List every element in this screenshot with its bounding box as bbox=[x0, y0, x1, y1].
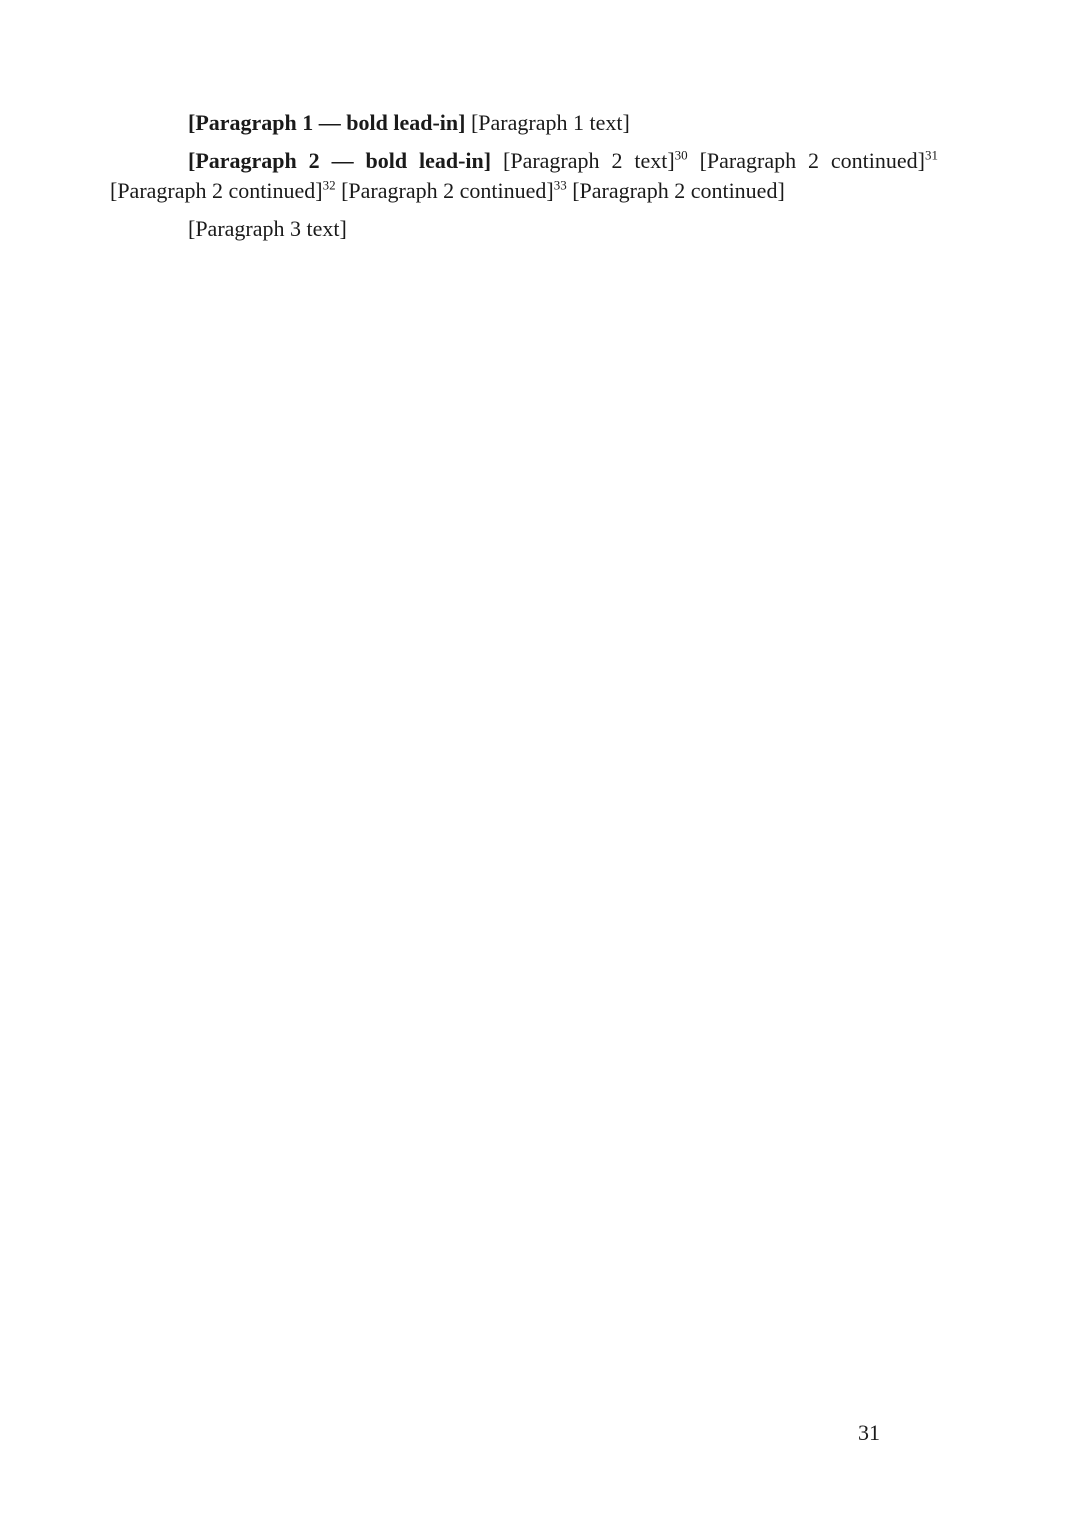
paragraph bbox=[110, 146, 938, 206]
paragraph-lead-in: [Paragraph 1 — bold lead-in] bbox=[188, 110, 466, 135]
body-text bbox=[110, 108, 938, 252]
footnote-reference: 33 bbox=[553, 177, 567, 193]
paragraph bbox=[110, 214, 938, 244]
paragraph-text: [Paragraph 3 text] bbox=[188, 216, 347, 241]
paragraph bbox=[110, 108, 938, 138]
footnote-reference: 31 bbox=[925, 147, 938, 163]
paragraph-text: [Paragraph 2 text] bbox=[491, 148, 675, 173]
paragraph-lead-in: [Paragraph 2 — bold lead-in] bbox=[188, 148, 492, 173]
paragraph-text: [Paragraph 1 text] bbox=[465, 110, 630, 135]
footnote-reference: 32 bbox=[322, 177, 336, 193]
footnote-reference: 30 bbox=[674, 147, 688, 163]
page-number: 31 bbox=[858, 1420, 880, 1445]
paragraph-text: [Paragraph 2 continued] bbox=[687, 148, 925, 173]
paragraph-text: [Paragraph 2 continued] bbox=[110, 178, 323, 203]
paragraph-text: [Paragraph 2 continued] bbox=[335, 178, 554, 203]
paragraph-text: [Paragraph 2 continued] bbox=[566, 178, 785, 203]
